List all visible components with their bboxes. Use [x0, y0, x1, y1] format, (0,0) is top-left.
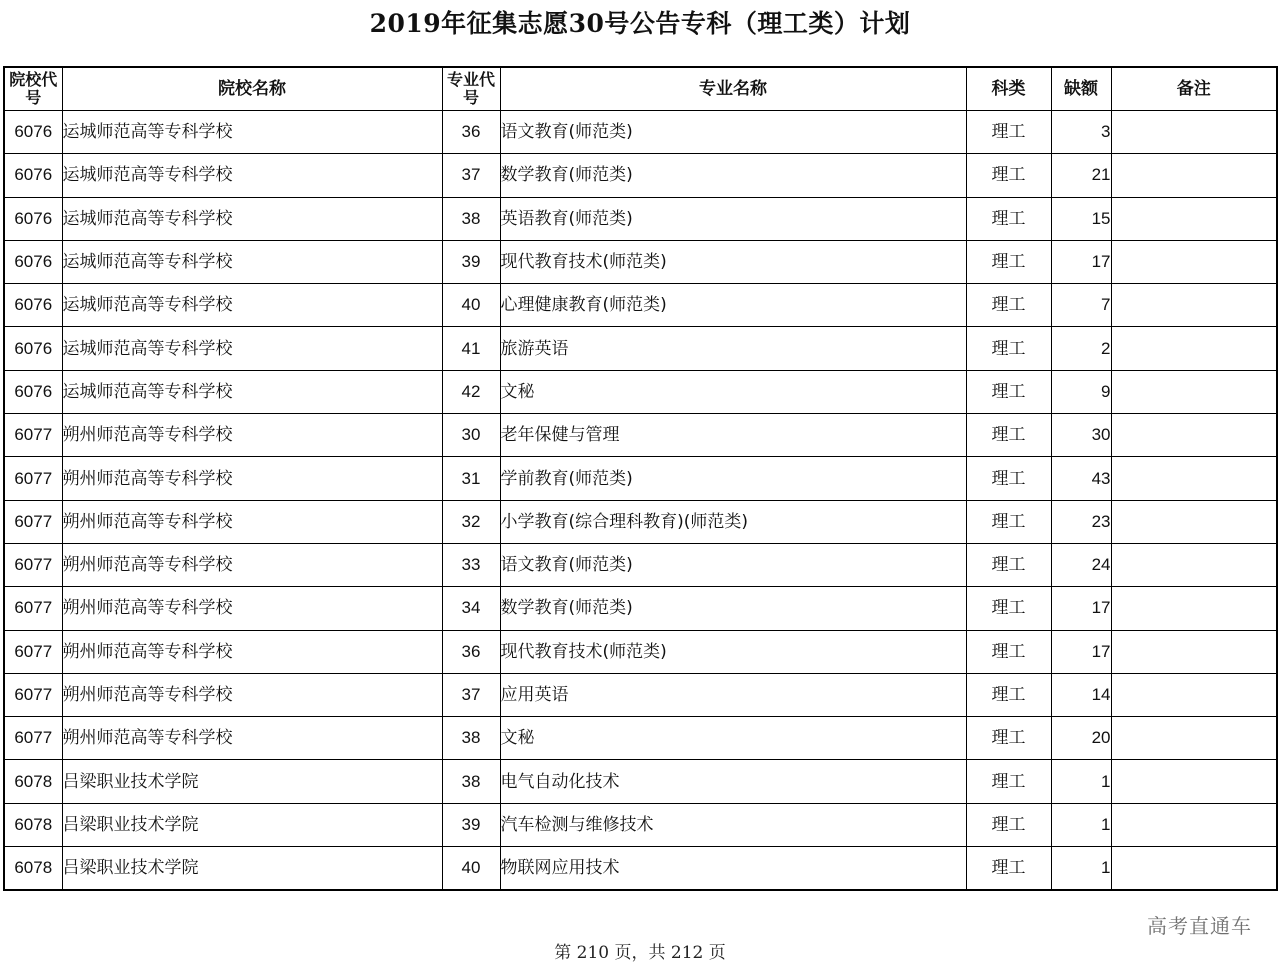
cell-quota: 23 [1051, 500, 1111, 543]
table-row [4, 543, 1277, 586]
cell-school-name: 运城师范高等专科学校 [62, 240, 442, 283]
cell-quota: 1 [1051, 847, 1111, 891]
cell-category: 理工 [966, 630, 1051, 673]
table-row [4, 457, 1277, 500]
cell-category: 理工 [966, 240, 1051, 283]
cell-school-code: 6077 [4, 673, 62, 716]
cell-quota: 30 [1051, 414, 1111, 457]
cell-note [1111, 370, 1277, 413]
cell-school-name: 朔州师范高等专科学校 [62, 500, 442, 543]
cell-quota: 1 [1051, 803, 1111, 846]
cell-major-code: 42 [442, 370, 500, 413]
cell-category: 理工 [966, 284, 1051, 327]
cell-quota: 20 [1051, 717, 1111, 760]
cell-quota: 14 [1051, 673, 1111, 716]
cell-major-name: 英语教育(师范类) [500, 197, 966, 240]
cell-note [1111, 717, 1277, 760]
cell-school-code: 6077 [4, 717, 62, 760]
cell-note [1111, 847, 1277, 891]
cell-quota: 24 [1051, 543, 1111, 586]
page-title: 2019年征集志愿30号公告专科（理工类）计划 [369, 9, 911, 38]
cell-major-code: 40 [442, 847, 500, 891]
cell-category: 理工 [966, 111, 1051, 154]
cell-school-code: 6077 [4, 414, 62, 457]
cell-school-name: 朔州师范高等专科学校 [62, 673, 442, 716]
cell-category: 理工 [966, 500, 1051, 543]
plan-table [3, 66, 1278, 891]
cell-major-name: 学前教育(师范类) [500, 457, 966, 500]
cell-school-name: 朔州师范高等专科学校 [62, 543, 442, 586]
cell-major-name: 旅游英语 [500, 327, 966, 370]
cell-quota: 21 [1051, 154, 1111, 197]
cell-school-code: 6078 [4, 803, 62, 846]
table-row [4, 111, 1277, 154]
cell-quota: 3 [1051, 111, 1111, 154]
cell-school-name: 运城师范高等专科学校 [62, 111, 442, 154]
cell-school-name: 吕梁职业技术学院 [62, 803, 442, 846]
cell-major-name: 电气自动化技术 [500, 760, 966, 803]
cell-school-code: 6076 [4, 154, 62, 197]
cell-school-code: 6077 [4, 500, 62, 543]
table-row [4, 500, 1277, 543]
table-row [4, 587, 1277, 630]
table-row [4, 370, 1277, 413]
cell-quota: 17 [1051, 240, 1111, 283]
cell-major-code: 36 [442, 630, 500, 673]
cell-school-code: 6077 [4, 457, 62, 500]
cell-major-code: 32 [442, 500, 500, 543]
cell-major-name: 语文教育(师范类) [500, 111, 966, 154]
cell-category: 理工 [966, 717, 1051, 760]
cell-major-name: 语文教育(师范类) [500, 543, 966, 586]
cell-major-name: 汽车检测与维修技术 [500, 803, 966, 846]
cell-major-code: 37 [442, 673, 500, 716]
cell-major-code: 37 [442, 154, 500, 197]
cell-school-code: 6076 [4, 327, 62, 370]
cell-category: 理工 [966, 673, 1051, 716]
cell-school-code: 6076 [4, 111, 62, 154]
table-row [4, 673, 1277, 716]
cell-quota: 9 [1051, 370, 1111, 413]
cell-school-name: 朔州师范高等专科学校 [62, 587, 442, 630]
header-school-name: 院校名称 [62, 67, 442, 111]
cell-note [1111, 673, 1277, 716]
cell-note [1111, 327, 1277, 370]
cell-quota: 15 [1051, 197, 1111, 240]
cell-category: 理工 [966, 370, 1051, 413]
table-row [4, 847, 1277, 891]
cell-major-code: 33 [442, 543, 500, 586]
cell-major-code: 39 [442, 803, 500, 846]
header-quota: 缺额 [1051, 67, 1111, 111]
cell-category: 理工 [966, 543, 1051, 586]
cell-note [1111, 803, 1277, 846]
cell-school-code: 6078 [4, 847, 62, 891]
cell-school-name: 运城师范高等专科学校 [62, 370, 442, 413]
cell-major-name: 现代教育技术(师范类) [500, 630, 966, 673]
cell-category: 理工 [966, 760, 1051, 803]
cell-category: 理工 [966, 154, 1051, 197]
cell-quota: 2 [1051, 327, 1111, 370]
table-row [4, 327, 1277, 370]
cell-school-code: 6078 [4, 760, 62, 803]
table-header-row [4, 67, 1277, 111]
cell-quota: 7 [1051, 284, 1111, 327]
header-category: 科类 [966, 67, 1051, 111]
cell-major-name: 文秘 [500, 370, 966, 413]
cell-major-code: 39 [442, 240, 500, 283]
table-row [4, 197, 1277, 240]
cell-major-code: 30 [442, 414, 500, 457]
cell-major-code: 31 [442, 457, 500, 500]
page-footer: 第 210 页，共 212 页 [554, 943, 726, 963]
cell-major-code: 34 [442, 587, 500, 630]
cell-category: 理工 [966, 587, 1051, 630]
cell-category: 理工 [966, 327, 1051, 370]
cell-note [1111, 197, 1277, 240]
cell-school-code: 6076 [4, 197, 62, 240]
cell-major-name: 小学教育(综合理科教育)(师范类) [500, 500, 966, 543]
cell-category: 理工 [966, 414, 1051, 457]
cell-school-code: 6077 [4, 587, 62, 630]
cell-major-name: 心理健康教育(师范类) [500, 284, 966, 327]
cell-major-name: 应用英语 [500, 673, 966, 716]
cell-school-name: 朔州师范高等专科学校 [62, 717, 442, 760]
cell-category: 理工 [966, 847, 1051, 891]
cell-school-name: 运城师范高等专科学校 [62, 197, 442, 240]
table-row [4, 803, 1277, 846]
table-row [4, 414, 1277, 457]
cell-school-code: 6076 [4, 370, 62, 413]
cell-category: 理工 [966, 197, 1051, 240]
cell-major-code: 41 [442, 327, 500, 370]
cell-quota: 17 [1051, 630, 1111, 673]
cell-quota: 17 [1051, 587, 1111, 630]
header-note: 备注 [1111, 67, 1277, 111]
cell-note [1111, 284, 1277, 327]
cell-school-name: 朔州师范高等专科学校 [62, 414, 442, 457]
cell-major-name: 物联网应用技术 [500, 847, 966, 891]
table-row [4, 284, 1277, 327]
cell-major-name: 老年保健与管理 [500, 414, 966, 457]
cell-note [1111, 240, 1277, 283]
cell-major-code: 38 [442, 197, 500, 240]
cell-quota: 1 [1051, 760, 1111, 803]
header-school-code: 院校代号 [4, 67, 62, 111]
header-major-name: 专业名称 [500, 67, 966, 111]
cell-note [1111, 111, 1277, 154]
cell-major-code: 38 [442, 760, 500, 803]
cell-major-code: 36 [442, 111, 500, 154]
cell-note [1111, 543, 1277, 586]
cell-major-name: 现代教育技术(师范类) [500, 240, 966, 283]
cell-note [1111, 630, 1277, 673]
cell-major-name: 数学教育(师范类) [500, 154, 966, 197]
table-row [4, 717, 1277, 760]
cell-note [1111, 500, 1277, 543]
cell-school-name: 运城师范高等专科学校 [62, 154, 442, 197]
cell-major-name: 文秘 [500, 717, 966, 760]
cell-school-name: 吕梁职业技术学院 [62, 847, 442, 891]
cell-school-code: 6076 [4, 240, 62, 283]
table-row [4, 240, 1277, 283]
cell-school-code: 6077 [4, 630, 62, 673]
cell-major-code: 40 [442, 284, 500, 327]
cell-major-name: 数学教育(师范类) [500, 587, 966, 630]
cell-note [1111, 154, 1277, 197]
cell-note [1111, 414, 1277, 457]
cell-school-code: 6076 [4, 284, 62, 327]
cell-major-code: 38 [442, 717, 500, 760]
table-row [4, 630, 1277, 673]
watermark-text: 高考直通车 [1147, 914, 1252, 938]
cell-school-code: 6077 [4, 543, 62, 586]
cell-school-name: 吕梁职业技术学院 [62, 760, 442, 803]
cell-note [1111, 457, 1277, 500]
cell-school-name: 朔州师范高等专科学校 [62, 457, 442, 500]
cell-quota: 43 [1051, 457, 1111, 500]
header-major-code: 专业代号 [442, 67, 500, 111]
cell-category: 理工 [966, 457, 1051, 500]
cell-note [1111, 587, 1277, 630]
cell-school-name: 运城师范高等专科学校 [62, 327, 442, 370]
cell-note [1111, 760, 1277, 803]
table-body [4, 111, 1277, 891]
table-row [4, 760, 1277, 803]
cell-school-name: 朔州师范高等专科学校 [62, 630, 442, 673]
table-row [4, 154, 1277, 197]
cell-school-name: 运城师范高等专科学校 [62, 284, 442, 327]
cell-category: 理工 [966, 803, 1051, 846]
